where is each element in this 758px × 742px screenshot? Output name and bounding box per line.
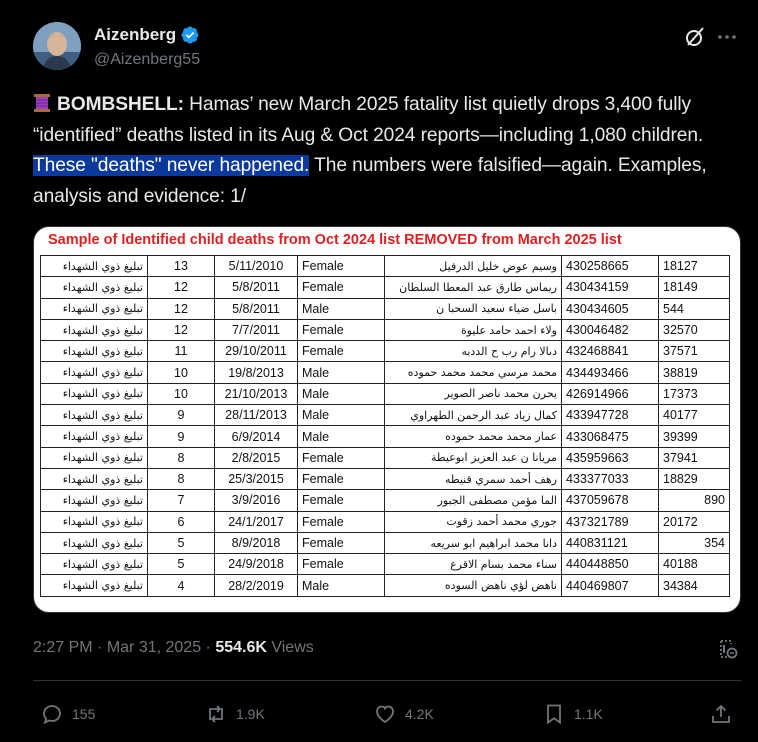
id-number-cell: 433068475: [562, 426, 659, 447]
heart-icon: [373, 702, 397, 726]
name-cell: ولاء احمد حامد عليوة: [385, 319, 562, 340]
table-row: [41, 468, 730, 489]
age-cell: 11: [148, 341, 215, 362]
grok-icon[interactable]: [683, 25, 707, 49]
views-label: Views: [266, 639, 314, 656]
birth-date-cell: 5/8/2011: [215, 277, 298, 298]
sex-cell: Female: [298, 447, 385, 468]
status-cell: تبليغ ذوي الشهداء: [41, 575, 148, 596]
status-cell: تبليغ ذوي الشهداء: [41, 405, 148, 426]
post-highlighted-text: These "deaths" never happened.: [33, 155, 310, 176]
status-cell: تبليغ ذوي الشهداء: [41, 298, 148, 319]
age-cell: 10: [148, 383, 215, 404]
id-number-cell: 440469807: [562, 575, 659, 596]
post-text-part-1: Hamas’ new March 2025 fatality list quietly drops 3,400 fully “identified” deaths listed in its Aug & Oct 2024 reports—including 1,080 children.: [33, 94, 704, 146]
status-cell: تبليغ ذوي الشهداء: [41, 468, 148, 489]
status-cell: تبليغ ذوي الشهداء: [41, 383, 148, 404]
record-number-cell: 18127: [659, 256, 730, 277]
name-cell: عمار محمد محمد حموده: [385, 426, 562, 447]
avatar[interactable]: [33, 22, 81, 70]
name-cell: مريانا ن عبد العزيز ابوعيطة: [385, 447, 562, 468]
name-cell: محمد مرسي محمد محمد حموده: [385, 362, 562, 383]
id-number-cell: 440831121: [562, 532, 659, 553]
status-cell: تبليغ ذوي الشهداء: [41, 511, 148, 532]
status-cell: تبليغ ذوي الشهداء: [41, 490, 148, 511]
record-number-cell: 40188: [659, 554, 730, 575]
record-number-cell: 32570: [659, 319, 730, 340]
author-name[interactable]: Aizenberg: [94, 25, 177, 44]
like-button[interactable]: [373, 702, 434, 726]
record-number-cell: 544: [659, 298, 730, 319]
thread-spool-emoji-icon: [33, 93, 51, 113]
post-lead: BOMBSHELL:: [57, 94, 184, 115]
birth-date-cell: 7/7/2011: [215, 319, 298, 340]
age-cell: 9: [148, 405, 215, 426]
birth-date-cell: 2/8/2015: [215, 447, 298, 468]
table-row: [41, 277, 730, 298]
age-cell: 5: [148, 532, 215, 553]
sex-cell: Female: [298, 256, 385, 277]
id-number-cell: 430046482: [562, 319, 659, 340]
table-row: [41, 426, 730, 447]
age-cell: 5: [148, 554, 215, 575]
age-cell: 4: [148, 575, 215, 596]
birth-date-cell: 5/8/2011: [215, 298, 298, 319]
age-cell: 12: [148, 277, 215, 298]
name-cell: ناهض لؤي ناهض السوده: [385, 575, 562, 596]
name-cell: رهف أحمد سمري قنيطه: [385, 468, 562, 489]
sex-cell: Male: [298, 298, 385, 319]
meta-separator: ·: [201, 639, 216, 656]
sex-cell: Female: [298, 277, 385, 298]
birth-date-cell: 21/10/2013: [215, 383, 298, 404]
name-cell: دانا محمد ابراهيم ابو سريعه: [385, 532, 562, 553]
id-number-cell: 437059678: [562, 490, 659, 511]
status-cell: تبليغ ذوي الشهداء: [41, 532, 148, 553]
birth-date-cell: 24/1/2017: [215, 511, 298, 532]
name-cell: وسيم عوض خليل الدرفيل: [385, 256, 562, 277]
table-row: [41, 554, 730, 575]
record-number-cell: 40177: [659, 405, 730, 426]
birth-date-cell: 24/9/2018: [215, 554, 298, 575]
table-row: [41, 362, 730, 383]
age-cell: 13: [148, 256, 215, 277]
post-image[interactable]: [33, 226, 741, 613]
table-row: [41, 256, 730, 277]
name-cell: سناء محمد بسام الاقرع: [385, 554, 562, 575]
image-title: Sample of Identified child deaths from Oct 2024 list REMOVED from March 2025 list: [48, 232, 622, 248]
analytics-icon[interactable]: [716, 637, 740, 661]
divider: [33, 680, 741, 681]
birth-date-cell: 19/8/2013: [215, 362, 298, 383]
status-cell: تبليغ ذوي الشهداء: [41, 362, 148, 383]
reply-icon: [40, 702, 64, 726]
status-cell: تبليغ ذوي الشهداء: [41, 447, 148, 468]
sex-cell: Male: [298, 383, 385, 404]
record-number-cell: 18829: [659, 468, 730, 489]
birth-date-cell: 29/10/2011: [215, 341, 298, 362]
id-number-cell: 433947728: [562, 405, 659, 426]
repost-count: 1.9K: [236, 706, 265, 722]
id-number-cell: 435959663: [562, 447, 659, 468]
record-number-cell: 37571: [659, 341, 730, 362]
id-number-cell: 432468841: [562, 341, 659, 362]
status-cell: تبليغ ذوي الشهداء: [41, 341, 148, 362]
record-number-cell: 34384: [659, 575, 730, 596]
record-number-cell: 890: [659, 490, 730, 511]
repost-button[interactable]: [204, 702, 265, 726]
post-text: [33, 90, 733, 212]
more-options-icon[interactable]: [715, 27, 739, 47]
status-cell: تبليغ ذوي الشهداء: [41, 277, 148, 298]
birth-date-cell: 28/2/2019: [215, 575, 298, 596]
age-cell: 8: [148, 447, 215, 468]
age-cell: 8: [148, 468, 215, 489]
birth-date-cell: 8/9/2018: [215, 532, 298, 553]
table-row: [41, 298, 730, 319]
id-number-cell: 426914966: [562, 383, 659, 404]
id-number-cell: 434493466: [562, 362, 659, 383]
bookmark-count: 1.1K: [574, 706, 603, 722]
age-cell: 7: [148, 490, 215, 511]
table-row: [41, 405, 730, 426]
post-date[interactable]: Mar 31, 2025: [106, 639, 202, 656]
id-number-cell: 430434605: [562, 298, 659, 319]
id-number-cell: 437321789: [562, 511, 659, 532]
birth-date-cell: 6/9/2014: [215, 426, 298, 447]
sex-cell: Female: [298, 511, 385, 532]
record-number-cell: 37941: [659, 447, 730, 468]
meta-separator: ·: [92, 639, 107, 656]
name-cell: يحرن محمد ناصر الصوير: [385, 383, 562, 404]
birth-date-cell: 25/3/2015: [215, 468, 298, 489]
sex-cell: Female: [298, 468, 385, 489]
post-time[interactable]: 2:27 PM: [33, 639, 93, 656]
table-row: [41, 575, 730, 596]
status-cell: تبليغ ذوي الشهداء: [41, 554, 148, 575]
like-count: 4.2K: [405, 706, 434, 722]
status-cell: تبليغ ذوي الشهداء: [41, 256, 148, 277]
record-number-cell: 20172: [659, 511, 730, 532]
sex-cell: Male: [298, 362, 385, 383]
status-cell: تبليغ ذوي الشهداء: [41, 319, 148, 340]
fatality-list-table: [40, 255, 730, 597]
record-number-cell: 354: [659, 532, 730, 553]
table-row: [41, 319, 730, 340]
sex-cell: Female: [298, 341, 385, 362]
reply-button[interactable]: [40, 702, 95, 726]
sex-cell: Male: [298, 575, 385, 596]
birth-date-cell: 5/11/2010: [215, 256, 298, 277]
id-number-cell: 440448850: [562, 554, 659, 575]
table-row: [41, 447, 730, 468]
name-cell: ريماس طارق عبد المعطا السلطان: [385, 277, 562, 298]
bookmark-icon: [542, 702, 566, 726]
repost-icon: [204, 702, 228, 726]
table-row: [41, 490, 730, 511]
sex-cell: Male: [298, 405, 385, 426]
name-cell: جوري محمد أحمد زقوت: [385, 511, 562, 532]
age-cell: 10: [148, 362, 215, 383]
sex-cell: Female: [298, 532, 385, 553]
table-row: [41, 383, 730, 404]
bookmark-button[interactable]: [542, 702, 603, 726]
sex-cell: Female: [298, 319, 385, 340]
id-number-cell: 433377033: [562, 468, 659, 489]
post-meta: [33, 639, 314, 657]
record-number-cell: 17373: [659, 383, 730, 404]
views-count: 554.6K: [215, 639, 267, 656]
sex-cell: Female: [298, 554, 385, 575]
name-cell: دىالا رام رب ح الددبه: [385, 341, 562, 362]
sex-cell: Female: [298, 490, 385, 511]
avatar-image: [33, 22, 81, 70]
author-name-row[interactable]: [94, 25, 200, 45]
name-cell: كمال زياد عبد الرحمن الطهراوي: [385, 405, 562, 426]
sex-cell: Male: [298, 426, 385, 447]
share-button[interactable]: [709, 702, 733, 726]
name-cell: الما مؤمن مصطفى الجبور: [385, 490, 562, 511]
table-row: [41, 341, 730, 362]
record-number-cell: 39399: [659, 426, 730, 447]
birth-date-cell: 3/9/2016: [215, 490, 298, 511]
age-cell: 6: [148, 511, 215, 532]
age-cell: 12: [148, 298, 215, 319]
share-icon: [709, 702, 733, 726]
age-cell: 9: [148, 426, 215, 447]
age-cell: 12: [148, 319, 215, 340]
status-cell: تبليغ ذوي الشهداء: [41, 426, 148, 447]
post-text-part-2: The numbers were falsified—again. Examples, analysis and evidence: 1/: [33, 155, 707, 207]
record-number-cell: 38819: [659, 362, 730, 383]
verified-badge-icon: [180, 25, 200, 45]
reply-count: 155: [72, 706, 96, 722]
id-number-cell: 430258665: [562, 256, 659, 277]
author-handle[interactable]: @Aizenberg55: [94, 51, 201, 68]
table-row: [41, 511, 730, 532]
record-number-cell: 18149: [659, 277, 730, 298]
table-row: [41, 532, 730, 553]
id-number-cell: 430434159: [562, 277, 659, 298]
birth-date-cell: 28/11/2013: [215, 405, 298, 426]
name-cell: باسل ضياء سعيد السحبا ن: [385, 298, 562, 319]
